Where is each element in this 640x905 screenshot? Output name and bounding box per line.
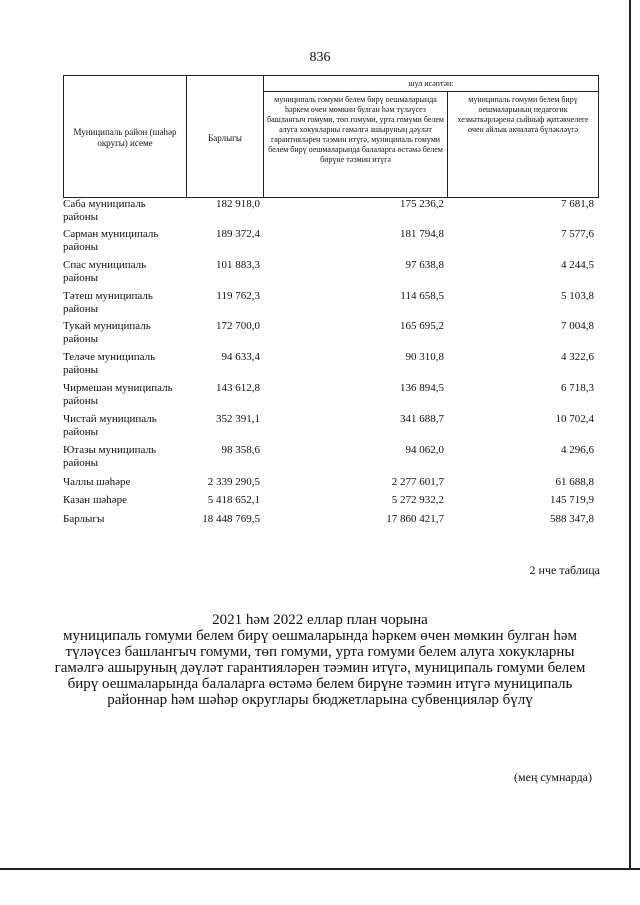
row-col1: 2 277 601,7 bbox=[391, 476, 444, 488]
row-name: Чаллы шәһәре bbox=[63, 476, 131, 488]
row-name: Чирмешән муниципаль районы bbox=[63, 382, 173, 407]
row-total: 352 391,1 bbox=[216, 413, 260, 425]
table-number: 2 нче таблица bbox=[529, 563, 600, 577]
row-col2: 4 244,5 bbox=[561, 259, 594, 271]
row-total: 18 448 769,5 bbox=[202, 513, 260, 525]
row-col1: 114 658,5 bbox=[400, 290, 444, 302]
row-col2: 145 719,9 bbox=[550, 494, 594, 506]
row-col1: 97 638,8 bbox=[405, 259, 444, 271]
row-col1: 136 894,5 bbox=[400, 382, 444, 394]
title-line: түләүсез башлангыч гомуми, төп гомуми, урта гомуми белем алуга хокукларны bbox=[65, 644, 575, 660]
row-col1: 90 310,8 bbox=[405, 351, 444, 363]
row-name: Ютазы муниципаль районы bbox=[63, 444, 156, 469]
page-number: 836 bbox=[309, 50, 331, 65]
header-district: Муниципаль район (шәһәр округы) исеме bbox=[73, 127, 177, 148]
document-title bbox=[40, 612, 600, 708]
title-line: бирү оешмаларында балаларга өстәмә белем бирүне тәэмин итүгә муниципаль bbox=[67, 676, 573, 692]
row-name: Спас муниципаль районы bbox=[63, 259, 147, 284]
row-col2: 7 004,8 bbox=[561, 320, 594, 332]
row-col1: 175 236,2 bbox=[400, 198, 444, 210]
row-col2: 7 681,8 bbox=[561, 198, 594, 210]
header-divider-2 bbox=[263, 75, 264, 197]
row-total: 94 633,4 bbox=[221, 351, 260, 363]
row-name: Тукай муниципаль районы bbox=[63, 320, 151, 345]
row-name: Казан шәһәре bbox=[63, 494, 128, 506]
row-col2: 6 718,3 bbox=[561, 382, 594, 394]
row-total: 182 918,0 bbox=[216, 198, 260, 210]
header-including: шул исәптән: bbox=[408, 79, 454, 88]
row-name: Тәтеш муниципаль районы bbox=[63, 290, 153, 315]
row-col1: 5 272 932,2 bbox=[391, 494, 444, 506]
title-line: гамәлгә ашыруның дәүләт гарантияләрен тәэмин итүгә, муниципаль гомуми белем bbox=[54, 660, 586, 676]
row-total: 172 700,0 bbox=[216, 320, 260, 332]
row-name: Сарман муниципаль районы bbox=[63, 228, 159, 253]
table-right-border bbox=[598, 75, 599, 197]
row-name: Чистай муниципаль районы bbox=[63, 413, 157, 438]
row-col2: 5 103,8 bbox=[561, 290, 594, 302]
page-edge-right bbox=[629, 0, 631, 870]
title-line: 2021 һәм 2022 еллар план чорына bbox=[212, 612, 428, 628]
row-name: Барлыгы bbox=[63, 513, 105, 525]
header-divider-1 bbox=[186, 75, 187, 197]
row-col2: 61 688,8 bbox=[555, 476, 594, 488]
row-total: 189 372,4 bbox=[216, 228, 260, 240]
row-col2: 7 577,6 bbox=[561, 228, 594, 240]
row-col1: 94 062,0 bbox=[405, 444, 444, 456]
row-col2: 4 322,6 bbox=[561, 351, 594, 363]
row-total: 119 762,3 bbox=[216, 290, 260, 302]
header-divider-3 bbox=[447, 91, 448, 197]
row-col2: 588 347,8 bbox=[550, 513, 594, 525]
row-col1: 341 688,7 bbox=[400, 413, 444, 425]
row-total: 98 358,6 bbox=[221, 444, 260, 456]
row-col1: 165 695,2 bbox=[400, 320, 444, 332]
title-line: районнар һәм шәһәр округлары бюджетларына субвенцияләр бүлү bbox=[107, 692, 533, 708]
row-total: 143 612,8 bbox=[216, 382, 260, 394]
row-name: Теләче муниципаль районы bbox=[63, 351, 156, 376]
header-col2: муниципаль гомуми белем бирү оешмаларының педагогик хезмәткәрләренә сыйныф җитәкчелеге өчен айлык акчалата бүләкләүгә bbox=[457, 95, 589, 134]
row-total: 5 418 652,1 bbox=[207, 494, 260, 506]
row-total: 101 883,3 bbox=[216, 259, 260, 271]
row-col2: 10 702,4 bbox=[555, 413, 594, 425]
page-edge-bottom bbox=[0, 868, 640, 870]
title-line: муниципаль гомуми белем бирү оешмаларында һәркем өчен мөмкин булган һәм bbox=[63, 628, 577, 644]
row-total: 2 339 290,5 bbox=[207, 476, 260, 488]
including-divider bbox=[263, 91, 599, 92]
units-note: (мең сумнарда) bbox=[514, 770, 592, 784]
row-col1: 17 860 421,7 bbox=[386, 513, 444, 525]
header-col1: муниципаль гомуми белем бирү оешмаларында һәркем өчен мөмкин булган һәм түләүсез башлангыч гомуми, төп гомуми, урта гомуми белем алуга хокукларны гамәлгә ашыруның дәүләт гарантияләрен тәэмин итүгә, муниципаль гомуми белем бирү оешмаларында балаларга өстәмә белем бирүне тәэмин итүгә bbox=[267, 95, 444, 164]
table-left-border bbox=[63, 75, 64, 197]
row-name: Саба муниципаль районы bbox=[63, 198, 146, 223]
row-col1: 181 794,8 bbox=[400, 228, 444, 240]
row-col2: 4 296,6 bbox=[561, 444, 594, 456]
table-top-border bbox=[63, 75, 599, 76]
header-total: Барлыгы bbox=[208, 133, 242, 143]
